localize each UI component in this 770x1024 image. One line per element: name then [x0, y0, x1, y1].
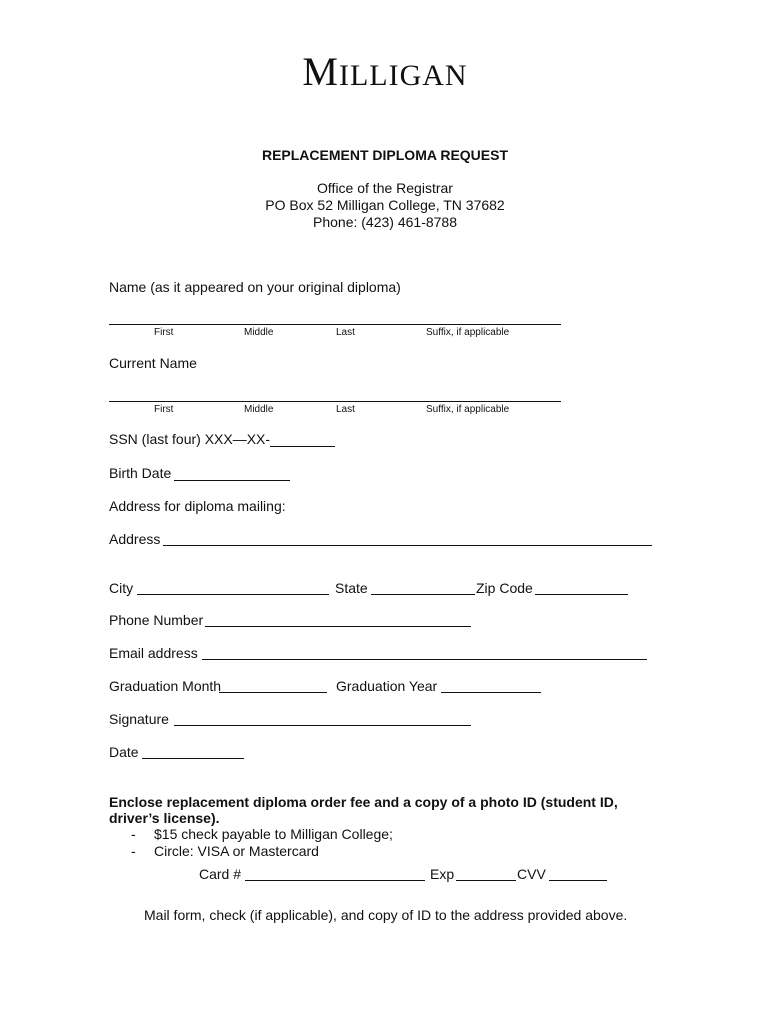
- logo-initial: M: [302, 49, 339, 94]
- original-first-caption: First: [154, 327, 174, 338]
- card-number-field[interactable]: [245, 880, 425, 881]
- current-last-caption: Last: [336, 404, 355, 415]
- city-label: City: [109, 580, 134, 596]
- ssn-field[interactable]: [270, 446, 335, 447]
- address-field[interactable]: [163, 545, 652, 546]
- office-phone: Phone: (423) 461-8788: [313, 214, 457, 230]
- birth-date-label: Birth Date: [109, 465, 172, 481]
- state-label: State: [335, 580, 368, 596]
- date-field[interactable]: [142, 758, 244, 759]
- city-field[interactable]: [137, 594, 329, 595]
- payment-option-card: Circle: VISA or Mastercard: [154, 843, 319, 859]
- date-label: Date: [109, 744, 139, 760]
- zip-label: Zip Code: [476, 580, 533, 596]
- original-last-caption: Last: [336, 327, 355, 338]
- address-label: Address: [109, 531, 161, 547]
- signature-label: Signature: [109, 711, 169, 727]
- birth-date-field[interactable]: [174, 480, 290, 481]
- current-name-label: Current Name: [109, 355, 197, 371]
- payment-option-dash: -: [131, 843, 136, 859]
- mailing-address-heading: Address for diploma mailing:: [109, 498, 286, 514]
- email-field[interactable]: [202, 659, 647, 660]
- milligan-logo: [0, 48, 770, 95]
- form-title: REPLACEMENT DIPLOMA REQUEST: [261, 147, 509, 163]
- current-suffix-caption: Suffix, if applicable: [426, 404, 510, 415]
- expiration-field[interactable]: [456, 880, 516, 881]
- current-middle-caption: Middle: [244, 404, 274, 415]
- zip-field[interactable]: [535, 594, 628, 595]
- phone-field[interactable]: [205, 626, 471, 627]
- current-first-caption: First: [154, 404, 174, 415]
- payment-instructions-line2: driver’s license).: [109, 810, 220, 826]
- email-label: Email address: [109, 645, 198, 661]
- cvv-label: CVV: [517, 866, 546, 882]
- graduation-month-field[interactable]: [219, 692, 327, 693]
- original-middle-caption: Middle: [244, 327, 274, 338]
- payment-option-dash: -: [131, 826, 136, 842]
- original-suffix-caption: Suffix, if applicable: [426, 327, 510, 338]
- current-name-field[interactable]: [109, 401, 561, 402]
- state-field[interactable]: [371, 594, 475, 595]
- graduation-month-label: Graduation Month: [109, 678, 222, 694]
- cvv-field[interactable]: [549, 880, 607, 881]
- ssn-label: SSN (last four) XXX—XX-: [109, 431, 271, 447]
- graduation-year-label: Graduation Year: [336, 678, 438, 694]
- payment-option-check: $15 check payable to Milligan College;: [154, 826, 393, 842]
- original-name-label: Name (as it appeared on your original diploma): [109, 279, 401, 295]
- logo-rest: ILLIGAN: [338, 59, 468, 92]
- graduation-year-field[interactable]: [441, 692, 541, 693]
- payment-instructions-line1: Enclose replacement diploma order fee and a copy of a photo ID (student ID,: [109, 794, 618, 810]
- signature-field[interactable]: [174, 725, 471, 726]
- office-name: Office of the Registrar: [317, 180, 453, 196]
- phone-label: Phone Number: [109, 612, 204, 628]
- original-name-field[interactable]: [109, 324, 561, 325]
- office-address: PO Box 52 Milligan College, TN 37682: [265, 197, 505, 213]
- card-number-label: Card #: [199, 866, 242, 882]
- expiration-label: Exp: [430, 866, 455, 882]
- mailing-instructions: Mail form, check (if applicable), and copy of ID to the address provided above.: [144, 907, 628, 923]
